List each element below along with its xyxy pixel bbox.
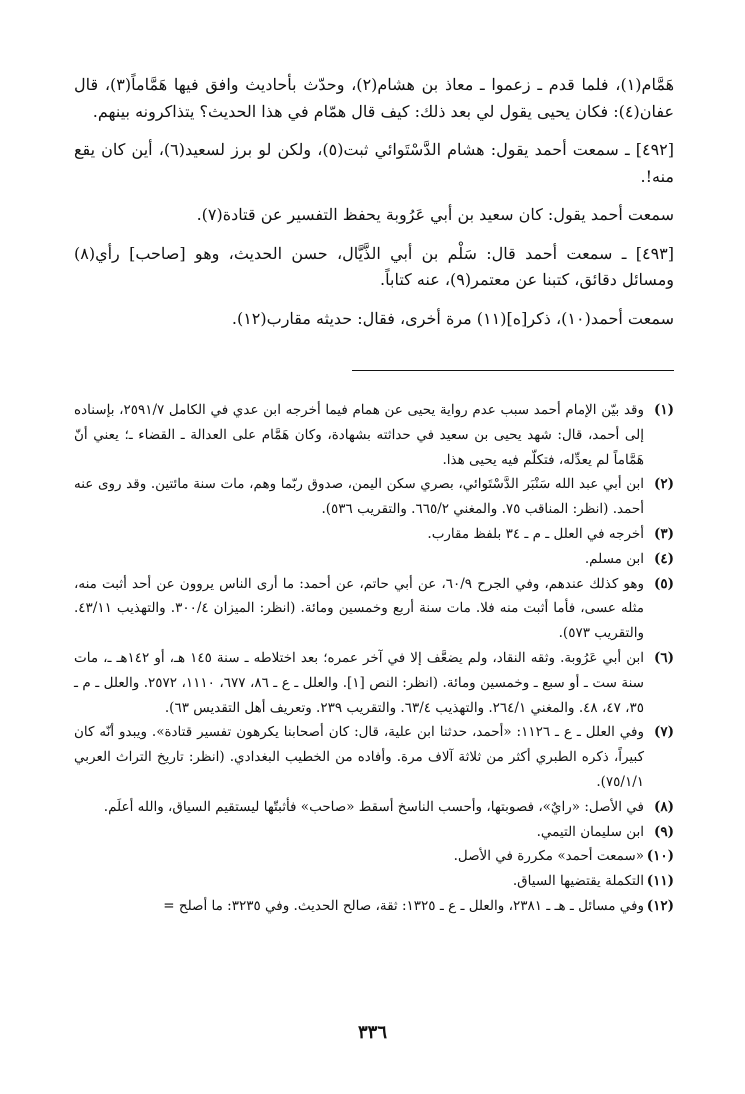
footnote-10 — [74, 844, 674, 869]
footnote-text: ابن أبي عبد الله سَنْبَر الدَّسْتَوائي، بصري سكن اليمن، صدوق ربّما وهم، مات سنة مائتين. وقد روى عنه أحمد. (انظر: المناقب ٧٥. والمغني ٦٦٥/٢. والتقريب ٥٣٦). — [74, 476, 644, 518]
footnote-text: ابن أبي عَرُوبة. وثقه النقاد، ولم يضعَّف إلا في آخر عمره؛ بعد اختلاطه ـ سنة ١٤٥ هـ، أو ١٤٢هـ ـ، مات سنة ست ـ أو سبع ـ وخمسين ومائة. (انظر: النص [١]. والعلل ـ ع ـ ٨٦، ٦٧٧، ١١١٠، ٢٥٧٢. والعلل ـ م ـ ٣٥، ٤٧، ٤٨. والمغني ٢٦٤/١. والتهذيب ٦٣/٤. والتقريب ٢٣٩. وتعريف أهل التقديس ٦٣). — [74, 649, 645, 716]
footnote-text: وقد بيّن الإمام أحمد سبب عدم رواية يحيى عن همام فيما أخرجه ابن عدي في الكامل ٢٥٩١/٧، بإسناده إلى أحمد، قال: شهد يحيى بن سعيد في حداثته بشهادة، وكان هَمَّام على العدالة ـ القضاء ـ؛ يعني أنّ هَمَّاماً لم يعدِّله، فتكلّم فيه يحيى هذا. — [74, 402, 645, 468]
footnote-number: (١٢) — [646, 897, 674, 914]
footnote-number: (٩) — [653, 823, 674, 840]
footnote-7 — [74, 720, 674, 794]
footnote-number: (٥) — [653, 575, 674, 592]
main-paragraph-1: هَمَّام(١)، فلما قدم ـ زعموا ـ معاذ بن هشام(٢)، وحدّث بأحاديث وافق فيها هَمَّاماً(٣)، قال عفان(٤): فكان يحيى يقول لي بعد ذلك: كيف قال همّام في هذا الحديث؟ يتذاكرونه بينهم. — [74, 75, 675, 121]
footnote-number: (٢) — [653, 476, 674, 493]
footnote-8 — [74, 795, 674, 820]
footnote-number: (٦) — [653, 649, 674, 666]
footnote-2 — [74, 472, 674, 522]
footnote-1 — [74, 398, 674, 472]
footnote-number: (٣) — [653, 525, 674, 542]
footnote-3 — [74, 522, 674, 547]
footnote-text: التكملة يقتضيها السياق. — [512, 873, 644, 890]
main-paragraph-qatada: سمعت أحمد يقول: كان سعيد بن أبي عَرُوبة يحفظ التفسير عن قتادة(٧). — [196, 205, 674, 224]
footnote-text: وفي العلل ـ ع ـ ١١٢٦: «أحمد، حدثنا ابن علية، قال: كان أصحابنا يكرهون تفسير قتادة». ويبدو أنّه كان كبيراً، ذكره الطبري أكثر من ثلاثة آلاف مرة. وأفاده من الخطيب البغدادي. (انظر: تاريخ التراث العربي ٧٥/١/١). — [74, 724, 644, 790]
footnote-9 — [74, 820, 674, 845]
footnote-text: وهو كذلك عندهم، وفي الجرح ٦٠/٩، عن أبي حاتم، عن أحمد: ما أرى الناس يروون عن أحد أثبت منه، مثله عسى، فأما أثبت منه فلا. مات سنة أربع وخمسين ومائة. (انظر: الميزان ٣٠٠/٤. والتهذيب ٤٣/١١. والتقريب ٥٧٣). — [74, 575, 645, 642]
main-paragraph-last: سمعت أحمد(١٠)، ذكر[ه](١١) مرة أخرى، فقال: حديثه مقارب(١٢). — [231, 308, 674, 328]
footnote-12 — [74, 894, 674, 919]
footnote-text: ابن مسلم. — [584, 550, 644, 567]
footnote-divider — [352, 370, 674, 371]
footnote-6 — [74, 646, 674, 720]
footnote-text: وفي مسائل ـ هـ ـ ٢٣٨١، والعلل ـ ع ـ ١٣٢٥: ثقة، صالح الحديث. وفي ٣٢٣٥: ما أصلح = — [163, 897, 644, 914]
main-paragraph-493: [٤٩٣] ـ سمعت أحمد قال: سَلْم بن أبي الذَّيَّال، حسن الحديث، وهو [صاحب] رأي(٨) ومسائل دقائق، كتبنا عن معتمر(٩)، عنه كتاباً. — [74, 243, 674, 289]
footnote-text: أخرجه في العلل ـ م ـ ٣٤ بلفظ مقارب. — [427, 525, 644, 542]
main-paragraph-492: [٤٩٢] ـ سمعت أحمد يقول: هشام الدَّسْتَوائي ثبت(٥)، ولكن لو برز لسعيد(٦)، أين كان يقع منه!. — [74, 140, 675, 186]
footnote-11 — [74, 869, 674, 894]
footnote-text: ابن سليمان التيمي. — [536, 823, 644, 840]
footnote-number: (١٠) — [646, 848, 674, 865]
main-text — [74, 72, 674, 332]
footnote-number: (٧) — [653, 724, 674, 741]
footnote-5 — [74, 572, 674, 646]
footnote-4 — [74, 547, 674, 572]
footnote-number: (٨) — [653, 798, 674, 815]
footnote-number: (١١) — [646, 873, 674, 890]
footnote-number: (١) — [653, 402, 674, 418]
footnote-text: في الأصل: «رايٌ»، فصوبتها، وأحسب الناسخ أسقط «صاحب» فأثبتّها ليستقيم السياق، والله أعلَم. — [103, 798, 644, 815]
page-number: ٣٣٦ — [357, 1022, 387, 1043]
footnote-text: «سمعت أحمد» مكررة في الأصل. — [453, 848, 644, 865]
footnote-number: (٤) — [653, 550, 674, 567]
footnotes — [74, 398, 674, 919]
